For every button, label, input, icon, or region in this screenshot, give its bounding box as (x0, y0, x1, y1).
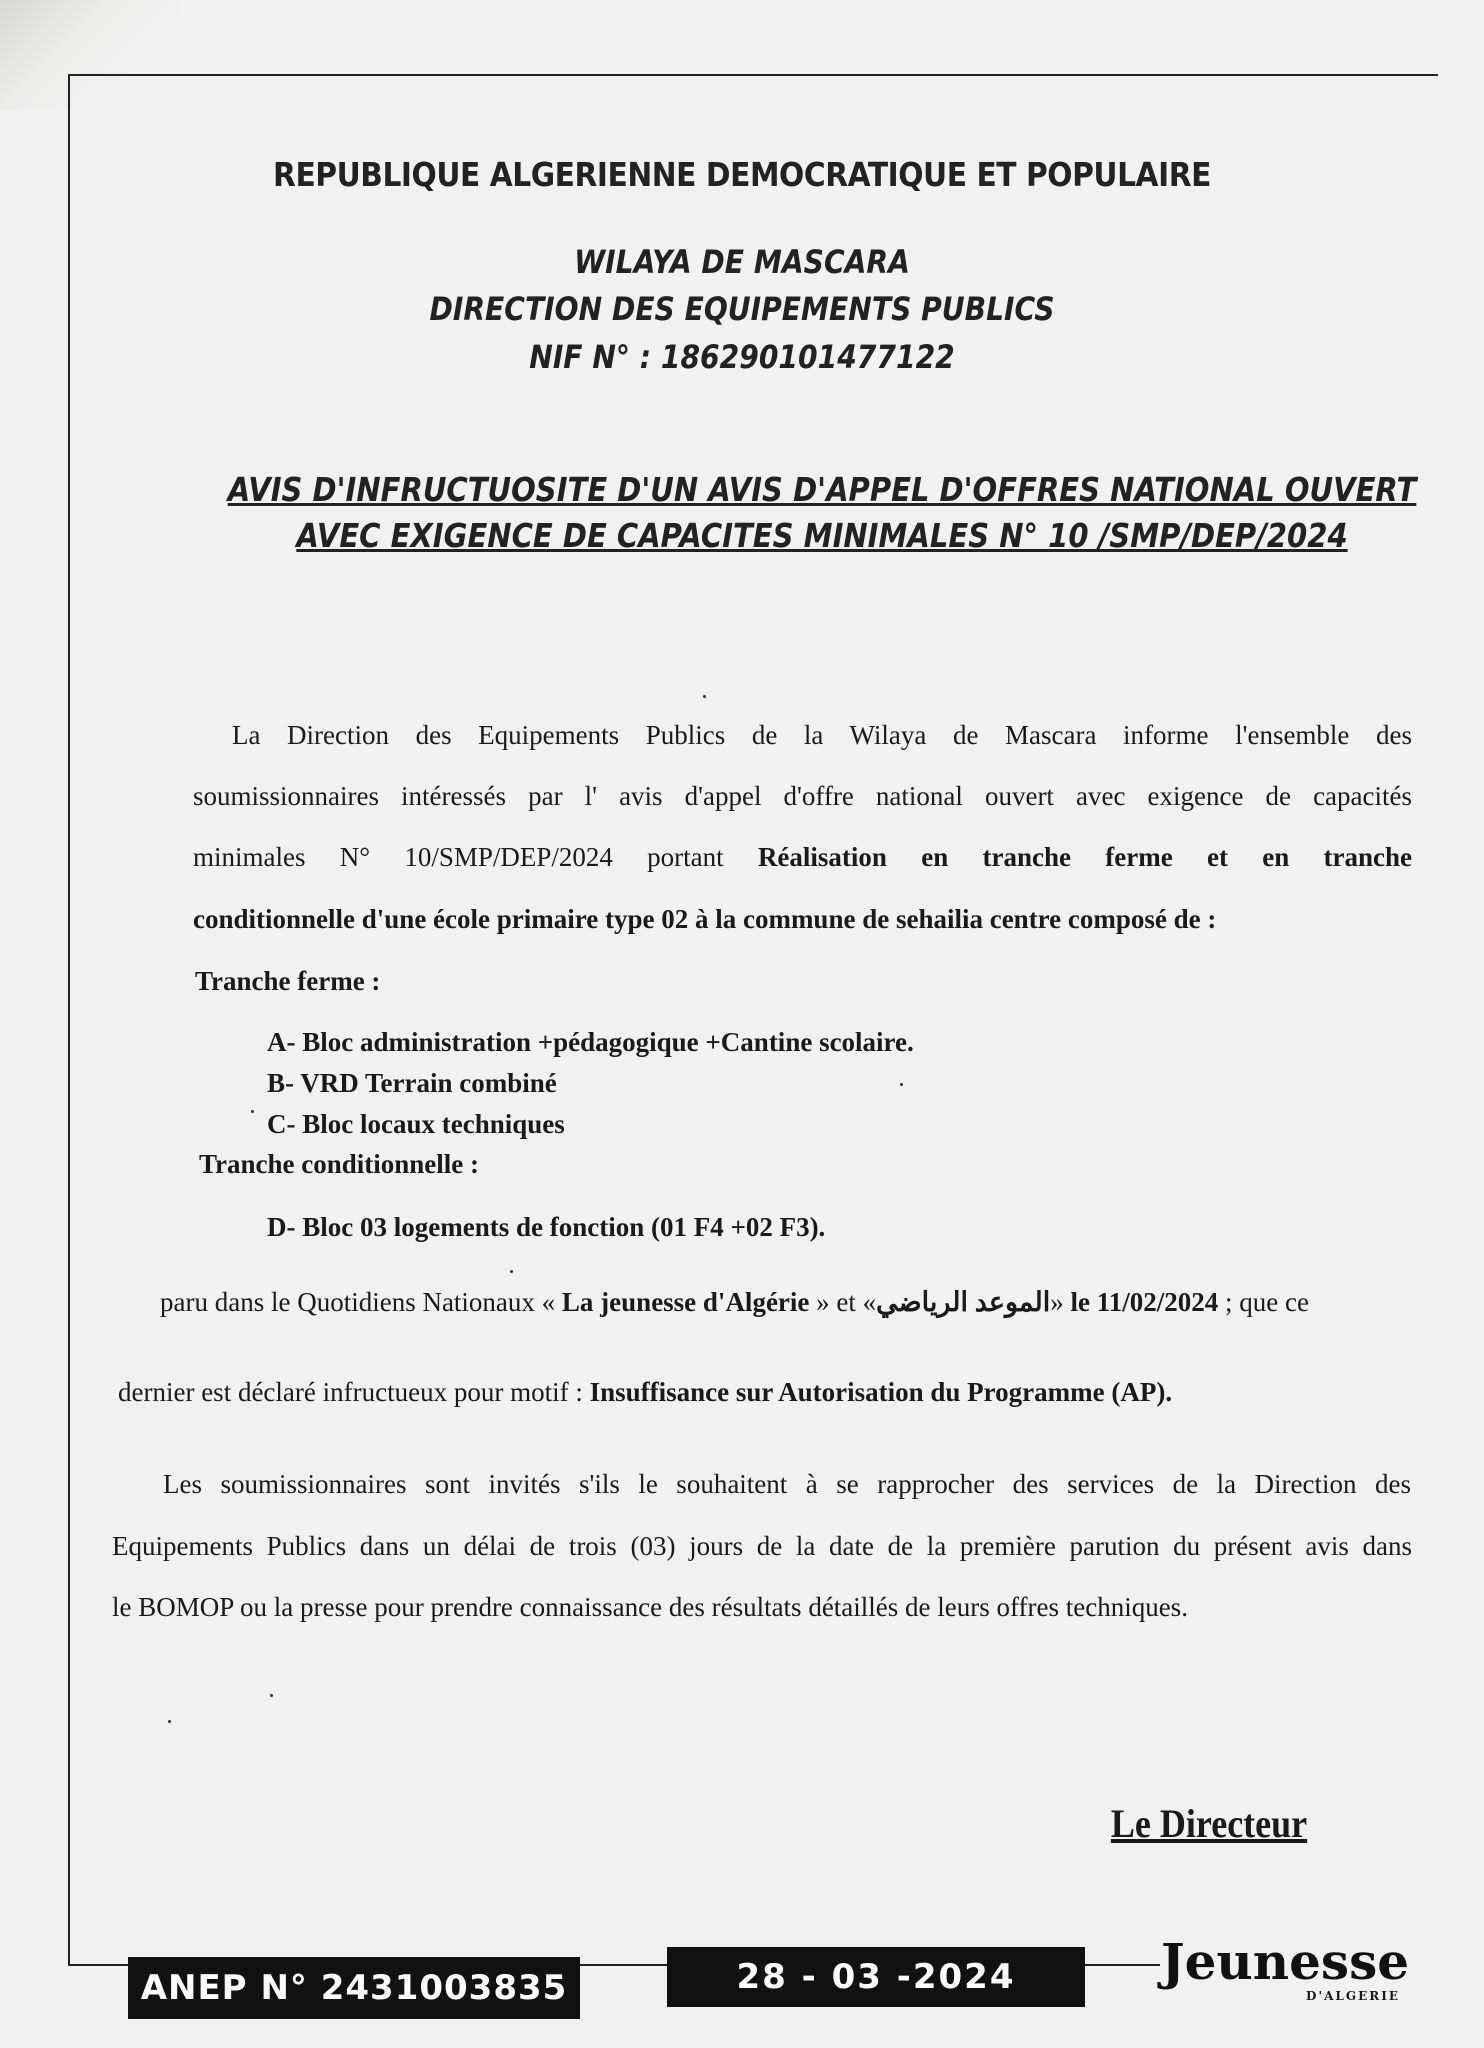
publication-date-badge: 28 - 03 -2024 (667, 1947, 1085, 2007)
intro-line2: soumissionnaires intéressés par l' avis d'appel d'offre national ouvert avec exigence de capacités (193, 781, 1412, 811)
intro-line4: conditionnelle d'une école primaire type 02 à la commune de sehailia centre composé de : (193, 904, 1217, 934)
intro-line1: La Direction des Equipements Publics de la Wilaya de Mascara informe l'ensemble des (232, 720, 1412, 750)
invitation-line2: Equipements Publics dans un délai de trois (03) jours de la date de la première parution du présent avis dans (112, 1531, 1412, 1561)
footer-rule (575, 1964, 667, 1966)
newspaper-name-arabic: الموعد الرياضي (876, 1287, 1051, 1317)
newspaper-logo (1160, 1932, 1410, 2015)
reason-intro: dernier est déclaré infructueux pour motif : (118, 1377, 590, 1407)
notice-title-line1: AVIS D'INFRUCTUOSITE D'UN AVIS D'APPEL D'OFFRES NATIONAL OUVERT (227, 470, 1417, 509)
scan-speck (270, 1694, 273, 1697)
intro-line3 (193, 843, 1412, 871)
republic-heading: REPUBLIQUE ALGERIENNE DEMOCRATIQUE ET POPULAIRE (273, 155, 1211, 194)
scan-speck (251, 1110, 254, 1113)
publication-line2 (118, 1378, 1172, 1406)
scan-speck (510, 1270, 513, 1273)
notice-title-line2: AVEC EXIGENCE DE CAPACITES MINIMALES N° 10 /SMP/DEP/2024 (296, 516, 1348, 555)
list-item: A- Bloc administration +pédagogique +Cantine scolaire. (267, 1027, 914, 1057)
publication-text: paru dans le Quotidiens Nationaux « (160, 1287, 562, 1317)
invitation-line1: Les soumissionnaires sont invités s'ils le souhaitent à se rapprocher des services de la Direction des (163, 1469, 1411, 1499)
publication-text: » et « (809, 1287, 877, 1317)
publication-line1 (160, 1288, 1309, 1316)
publication-date: le 11/02/2024 (1070, 1287, 1219, 1317)
list-item: C- Bloc locaux techniques (267, 1109, 565, 1139)
infructuosity-reason: Insuffisance sur Autorisation du Programme (AP). (589, 1377, 1173, 1407)
publication-text: ; que ce (1218, 1287, 1309, 1317)
scan-speck (900, 1083, 903, 1086)
tranche-conditionnelle-label: Tranche conditionnelle : (199, 1149, 479, 1179)
newspaper-name: La jeunesse d'Algérie (561, 1287, 810, 1317)
wilaya-heading: WILAYA DE MASCARA (574, 243, 910, 281)
publication-text: » (1050, 1287, 1071, 1317)
intro-line3-plain: minimales N° 10/SMP/DEP/2024 portant (193, 842, 724, 872)
invitation-line3: le BOMOP ou la presse pour prendre connaissance des résultats détaillés de leurs offres techniques. (112, 1592, 1188, 1622)
scan-speck (168, 1720, 171, 1723)
intro-line3-bold: Réalisation en tranche ferme et en tranche (757, 842, 1412, 872)
footer-rule (1085, 1964, 1160, 1966)
list-item: B- VRD Terrain combiné (267, 1068, 557, 1098)
list-item: D- Bloc 03 logements de fonction (01 F4 +02 F3). (267, 1212, 826, 1242)
scan-speck (703, 695, 706, 698)
logo-main-text: Jeunesse (1160, 1932, 1410, 1991)
nif-number: NIF N° : 186290101477122 (529, 338, 955, 376)
anep-number-badge: ANEP N° 2431003835 (128, 1957, 580, 2019)
direction-heading: DIRECTION DES EQUIPEMENTS PUBLICS (429, 290, 1055, 328)
logo-sub-text: D'ALGERIE (1306, 1989, 1400, 2003)
tranche-ferme-label: Tranche ferme : (195, 966, 381, 996)
signature-director: Le Directeur (1110, 1801, 1308, 1846)
